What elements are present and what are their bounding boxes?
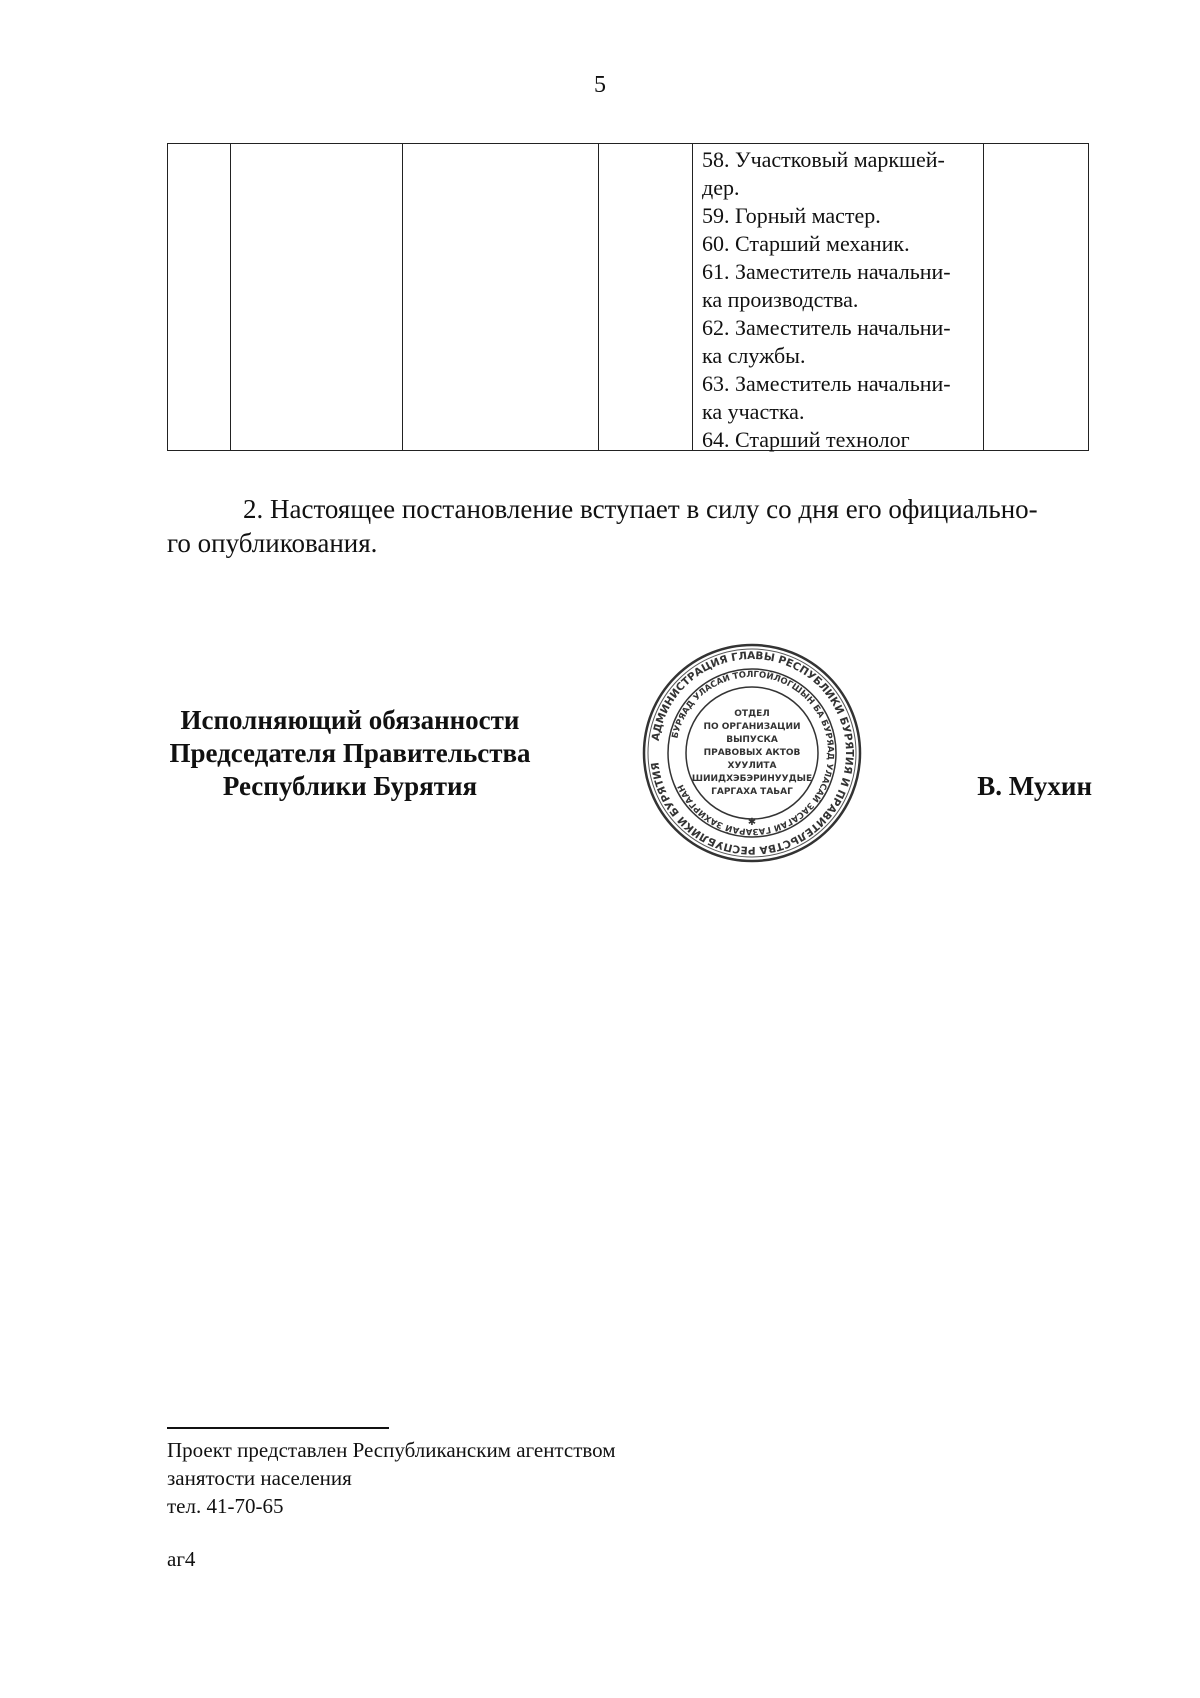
footnote-divider [167,1427,389,1429]
footnote [167,1436,867,1520]
seal-center-line: ПРАВОВЫХ АКТОВ [703,748,801,758]
seal-inner-text: БУРЯАД УЛАСАЙ ТОЛГОЙЛОГШЫН БА БУРЯАД УЛАСАЙ ЗАСАГАЙ ГАЗАРАЙ ЗАХИРГААН [670,669,836,837]
official-seal-icon [641,642,863,864]
footnote-line: тел. 41-70-65 [167,1494,284,1518]
table-row [168,144,1089,451]
list-item: 58. Участковый маркшей- [702,147,945,172]
seal-center-line: ШИИДХЭБЭРИНУУДЫЕ [691,774,813,784]
table-cell-empty-4 [599,144,693,451]
list-item: 62. Заместитель начальни- [702,315,951,340]
paragraph-line-1: 2. Настоящее постановление вступает в силу со дня его официально- [243,494,1038,524]
table-cell-positions-list [693,144,984,451]
positions-table [167,143,1089,451]
list-item: ка участка. [702,399,805,424]
list-item: ка службы. [702,343,806,368]
list-item: 59. Горный мастер. [702,203,881,228]
list-item: 60. Старший механик. [702,231,910,256]
table-cell-empty-2 [231,144,403,451]
signatory-position-line: Республики Бурятия [222,771,478,801]
seal-outer-text: АДМИНИСТРАЦИЯ ГЛАВЫ РЕСПУБЛИКИ БУРЯТИЯ И ПРАВИТЕЛЬСТВА РЕСПУБЛИКИ БУРЯТИЯ [649,649,856,857]
table-cell-empty-1 [168,144,231,451]
positions-list [693,144,983,450]
list-item: дер. [702,175,740,200]
list-item: 64. Старший технолог [702,427,910,452]
seal-center-line: ВЫПУСКА [726,735,778,745]
list-item: ка производства. [702,287,859,312]
paragraph-line-2: го опубликования. [167,528,378,558]
seal-center-line: ПО ОРГАНИЗАЦИИ [703,722,801,732]
list-item: 61. Заместитель начальни- [702,259,951,284]
signatory-name: В. Мухин [977,771,1092,801]
table-cell-empty-6 [984,144,1089,451]
seal-center-line: ОТДЕЛ [734,709,770,719]
signatory-position-line: Исполняющий обязанности [180,705,520,735]
list-item: 63. Заместитель начальни- [702,371,951,396]
seal-star-icon: ✱ [747,817,757,828]
seal-center-line: ГАРГАХА ТАЬАГ [711,787,793,797]
signatory-position-line: Председателя Правительства [169,738,531,768]
footnote-line: Проект представлен Республиканским агентством [167,1438,616,1462]
document-code-mark: аг4 [167,1547,196,1571]
paragraph-effective-date [167,492,1092,560]
footnote-line: занятости населения [167,1466,352,1490]
table-cell-empty-3 [403,144,599,451]
page-number: 5 [594,72,606,98]
seal-center-line: ХУУЛИТА [727,761,777,771]
signatory-position [150,704,550,803]
